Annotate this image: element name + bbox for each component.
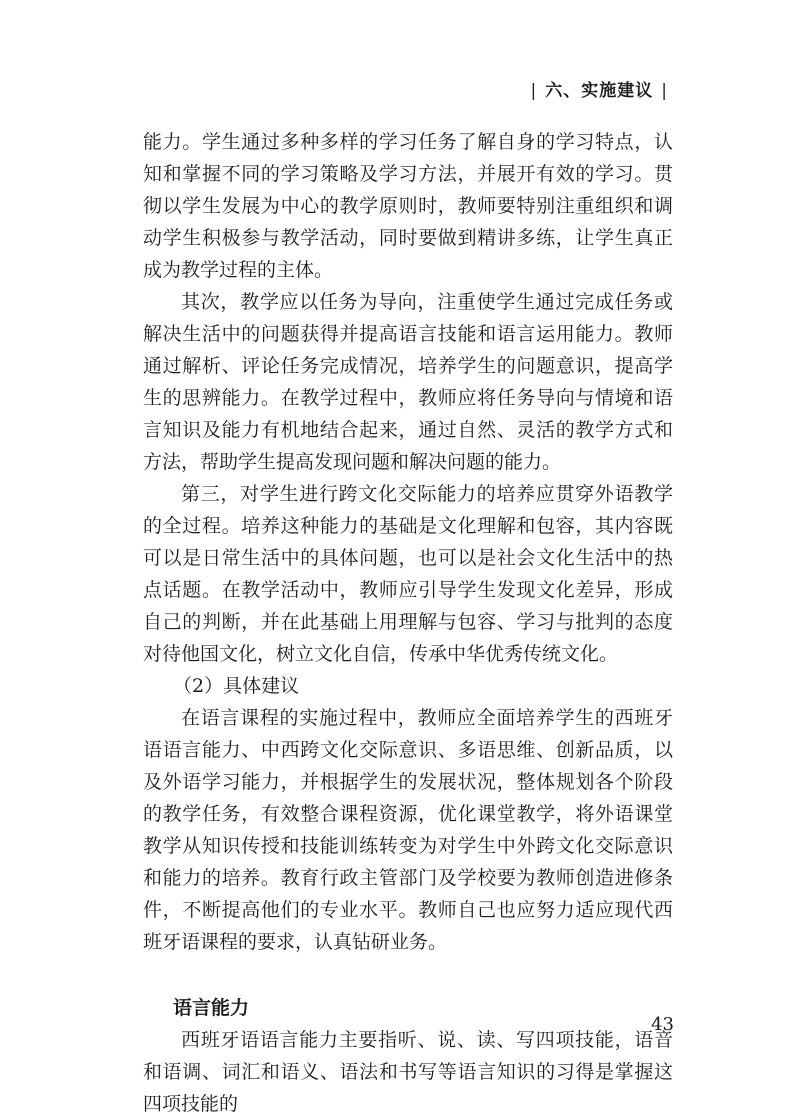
paragraph-5: 西班牙语语言能力主要指听、说、读、写四项技能，语音和语调、词汇和语义、语法和书写等语言知识的习得是掌握这四项技能的 [143,1029,673,1115]
page-number: 43 [651,1014,674,1035]
header-divider-left: | [530,81,538,101]
paragraph-3: 第三，对学生进行跨文化交际能力的培养应贯穿外语教学的全过程。培养这种能力的基础是文化理解和包容，其内容既可以是日常生活中的具体问题，也可以是社会文化生活中的热点话题。在教学活动中，教师应引导学生发现文化差异，形成自己的判断，并在此基础上用理解与包容、学习与批判的态度对待他国文化，树立文化自信，传承中华优秀传统文化。 [143,483,673,665]
paragraph-1: 能力。学生通过多种多样的学习任务了解自身的学习特点，认知和掌握不同的学习策略及学习方法，并展开有效的学习。贯彻以学生发展为中心的教学原则时，教师要特别注重组织和调动学生积极参与教学活动，同时要做到精讲多练，让学生真正成为教学过程的主体。 [143,131,673,281]
running-title: 六、实施建议 [545,81,654,101]
section-title: 语言能力 [173,997,250,1019]
paragraph-2: 其次，教学应以任务为导向，注重使学生通过完成任务或解决生活中的问题获得并提高语言技能和语言运用能力。教师通过解析、评论任务完成情况，培养学生的问题意识，提高学生的思辨能力。在教学过程中，教师应将任务导向与情境和语言知识及能力有机地结合起来，通过自然、灵活的教学方式和方法，帮助学生提高发现问题和解决问题的能力。 [143,291,673,473]
paragraph-4: 在语言课程的实施过程中，教师应全面培养学生的西班牙语语言能力、中西跨文化交际意识、多语思维、创新品质，以及外语学习能力，并根据学生的发展状况，整体规划各个阶段的教学任务，有效整合课程资源，优化课堂教学，将外语课堂教学从知识传授和技能训练转变为对学生中外跨文化交际意识和能力的培养。教育行政主管部门及学校要为教师创造进修条件，不断提高他们的专业水平。教师自己也应努力适应现代西班牙语课程的要求，认真钻研业务。 [143,707,673,953]
running-head [523,76,676,101]
page-body [143,126,673,1120]
header-divider-right: | [661,81,668,101]
subsection-heading: （2）具体建议 [173,675,300,697]
